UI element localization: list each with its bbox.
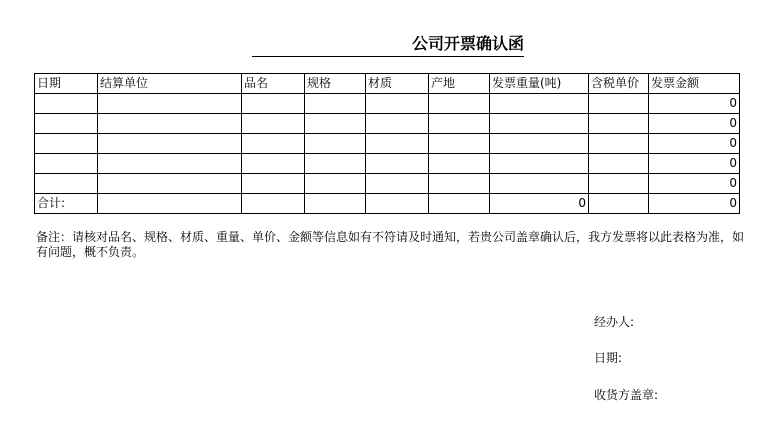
- cell-unit-price[interactable]: [589, 154, 649, 174]
- cell-material[interactable]: [366, 134, 429, 154]
- title-underline: [252, 34, 524, 57]
- date-label: 日期:: [594, 351, 623, 365]
- cell-invoice-amount[interactable]: 0: [649, 134, 740, 154]
- cell-invoice-weight[interactable]: [490, 94, 589, 114]
- cell-date[interactable]: [35, 94, 98, 114]
- table-row: [35, 94, 740, 114]
- header-unit-price: 含税单价: [589, 74, 649, 94]
- handler-label: 经办人:: [594, 315, 635, 329]
- cell-invoice-amount[interactable]: 0: [649, 154, 740, 174]
- cell-invoice-weight[interactable]: [490, 134, 589, 154]
- header-invoice-amount: 发票金额: [649, 74, 740, 94]
- cell-unit-price[interactable]: [589, 174, 649, 194]
- total-row: [35, 194, 740, 214]
- cell-product-name[interactable]: [242, 174, 305, 194]
- cell-material[interactable]: [366, 174, 429, 194]
- header-settlement-unit: 结算单位: [98, 74, 242, 94]
- cell-date[interactable]: [35, 134, 98, 154]
- total-cell-empty: [305, 194, 366, 214]
- cell-date[interactable]: [35, 154, 98, 174]
- cell-settlement-unit[interactable]: [98, 114, 242, 134]
- cell-specification[interactable]: [305, 114, 366, 134]
- cell-specification[interactable]: [305, 134, 366, 154]
- cell-material[interactable]: [366, 114, 429, 134]
- cell-product-name[interactable]: [242, 114, 305, 134]
- total-cell-empty: [589, 194, 649, 214]
- total-weight: 0: [490, 194, 589, 214]
- cell-invoice-amount[interactable]: 0: [649, 94, 740, 114]
- cell-settlement-unit[interactable]: [98, 174, 242, 194]
- document-title: 公司开票确认函: [411, 34, 524, 53]
- cell-origin[interactable]: [429, 154, 490, 174]
- receiver-seal-label: 收货方盖章:: [594, 388, 659, 402]
- table-row: [35, 154, 740, 174]
- table-row: [35, 134, 740, 154]
- cell-material[interactable]: [366, 94, 429, 114]
- cell-origin[interactable]: [429, 134, 490, 154]
- table-row: [35, 174, 740, 194]
- cell-origin[interactable]: [429, 114, 490, 134]
- cell-invoice-amount[interactable]: 0: [649, 114, 740, 134]
- total-cell-empty: [429, 194, 490, 214]
- table-header-row: [35, 74, 740, 94]
- cell-specification[interactable]: [305, 174, 366, 194]
- cell-origin[interactable]: [429, 174, 490, 194]
- cell-unit-price[interactable]: [589, 134, 649, 154]
- cell-invoice-weight[interactable]: [490, 154, 589, 174]
- cell-invoice-amount[interactable]: 0: [649, 174, 740, 194]
- header-material: 材质: [366, 74, 429, 94]
- cell-invoice-weight[interactable]: [490, 174, 589, 194]
- cell-specification[interactable]: [305, 94, 366, 114]
- total-cell-empty: [98, 194, 242, 214]
- cell-product-name[interactable]: [242, 134, 305, 154]
- cell-settlement-unit[interactable]: [98, 94, 242, 114]
- header-specification: 规格: [305, 74, 366, 94]
- total-cell-empty: [242, 194, 305, 214]
- header-origin: 产地: [429, 74, 490, 94]
- total-amount: 0: [649, 194, 740, 214]
- cell-unit-price[interactable]: [589, 94, 649, 114]
- invoice-table: [34, 73, 740, 214]
- total-label: 合计:: [35, 194, 98, 214]
- cell-date[interactable]: [35, 174, 98, 194]
- cell-product-name[interactable]: [242, 94, 305, 114]
- cell-product-name[interactable]: [242, 154, 305, 174]
- header-product-name: 品名: [242, 74, 305, 94]
- remarks-note: 备注：请核对品名、规格、材质、重量、单价、金额等信息如有不符请及时通知，若贵公司盖章确认后，我方发票将以此表格为准，如有问题，概不负责。: [36, 230, 745, 259]
- cell-date[interactable]: [35, 114, 98, 134]
- header-invoice-weight: 发票重量(吨): [490, 74, 589, 94]
- cell-specification[interactable]: [305, 154, 366, 174]
- cell-origin[interactable]: [429, 94, 490, 114]
- cell-settlement-unit[interactable]: [98, 134, 242, 154]
- cell-invoice-weight[interactable]: [490, 114, 589, 134]
- cell-material[interactable]: [366, 154, 429, 174]
- cell-settlement-unit[interactable]: [98, 154, 242, 174]
- cell-unit-price[interactable]: [589, 114, 649, 134]
- header-date: 日期: [35, 74, 98, 94]
- table-row: [35, 114, 740, 134]
- total-cell-empty: [366, 194, 429, 214]
